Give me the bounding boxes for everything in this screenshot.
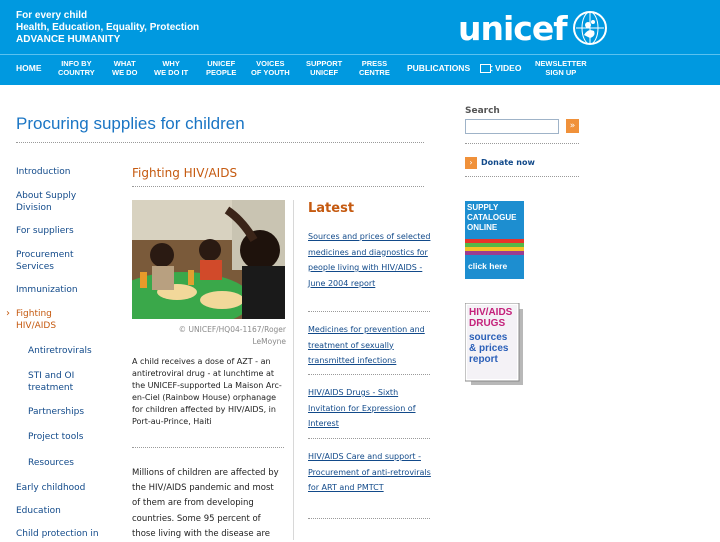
article-title: Fighting HIV/AIDS — [132, 166, 238, 180]
donate-divider — [465, 176, 579, 177]
latest-divider-1 — [308, 311, 430, 312]
report-line-3: sources — [469, 332, 508, 343]
nav-support-unicef[interactable]: SUPPORT UNICEF — [306, 59, 343, 77]
unicef-emblem-icon — [571, 9, 609, 47]
left-nav-fighting-hiv-aids[interactable]: Fighting HIV/AIDS — [16, 309, 57, 331]
photo-illustration — [132, 200, 285, 319]
donate-arrow-icon: › — [465, 157, 477, 169]
column-divider — [293, 200, 294, 540]
nav-home[interactable]: HOME — [16, 63, 42, 73]
search-input[interactable] — [465, 119, 559, 134]
latest-divider-3 — [308, 438, 430, 439]
left-nav-early-childhood[interactable]: Early childhood — [16, 483, 86, 493]
tagline-line-2: Health, Education, Equality, Protection — [16, 22, 200, 33]
nav-info-by-country[interactable]: INFO BY COUNTRY — [58, 59, 95, 77]
latest-link-sources-prices[interactable]: Sources and prices of selected medicines and diagnostics for people living with HIV/AIDS - June 2004 report — [308, 232, 431, 288]
report-line-1: HIV/AIDS — [469, 307, 513, 318]
latest-divider-2 — [308, 374, 430, 375]
paragraph-divider — [132, 447, 284, 448]
nav-video-label: VIDEO — [495, 63, 522, 73]
left-nav-about-supply-division[interactable]: About Supply Division — [16, 191, 77, 213]
latest-divider-4 — [308, 518, 430, 519]
main-nav — [0, 54, 720, 85]
logo-wordmark: unicef — [458, 8, 567, 48]
title-divider — [16, 142, 424, 143]
article-divider — [132, 186, 424, 187]
nav-publications[interactable]: PUBLICATIONS — [407, 63, 471, 73]
latest-link-sixth-invitation[interactable]: HIV/AIDS Drugs - Sixth Invitation for Expression of Interest — [308, 388, 416, 428]
tv-icon — [480, 64, 493, 73]
tagline — [16, 10, 199, 46]
left-nav-resources[interactable]: Resources — [28, 458, 74, 468]
nav-what-we-do[interactable]: WHAT WE DO — [112, 59, 138, 77]
left-nav-sti-oi-treatment[interactable]: STI and OI treatment — [28, 371, 75, 393]
left-nav-for-suppliers[interactable]: For suppliers — [16, 226, 74, 236]
left-nav-project-tools[interactable]: Project tools — [28, 432, 84, 442]
hiv-aids-drugs-report[interactable] — [465, 303, 524, 385]
nav-press-centre[interactable]: PRESS CENTRE — [359, 59, 390, 77]
article-paragraph-2: Millions of children are affected by the HIV/AIDS pandemic and most of them are from developing countries. Some 95 percent of those living with the disease are — [132, 468, 279, 539]
left-nav-partnerships[interactable]: Partnerships — [28, 407, 85, 417]
header-banner — [0, 0, 720, 54]
latest-heading: Latest — [308, 201, 355, 216]
report-line-5: report — [469, 354, 498, 365]
tagline-line-3: ADVANCE HUMANITY — [16, 34, 121, 45]
report-line-4: & prices — [469, 343, 509, 354]
left-nav-education[interactable]: Education — [16, 506, 61, 516]
catalogue-title: SUPPLY CATALOGUE ONLINE — [467, 203, 517, 232]
left-nav-child-protection[interactable]: Child protection in — [16, 529, 99, 539]
article-paragraph-1: A child receives a dose of AZT - an antiretroviral drug - at lunchtime at the UNICEF-supported La Maison Arc-en-Ciel (Rainbow House) orphanage for children affected by HIV/AIDS, in Port-au-Prince, Haiti — [132, 357, 282, 426]
left-nav-immunization[interactable]: Immunization — [16, 285, 78, 295]
supply-catalogue-banner[interactable] — [465, 201, 524, 279]
search-label: Search — [465, 106, 500, 116]
left-nav-procurement-services[interactable]: Procurement Services — [16, 250, 74, 272]
nav-voices-of-youth[interactable]: VOICES OF YOUTH — [251, 59, 290, 77]
page-title: Procuring supplies for children — [16, 114, 245, 133]
tagline-line-1: For every child — [16, 10, 88, 21]
latest-link-care-support[interactable]: HIV/AIDS Care and support - Procurement of anti-retrovirals for ART and PMTCT — [308, 452, 431, 492]
left-nav-introduction[interactable]: Introduction — [16, 167, 71, 177]
report-line-2: DRUGS — [469, 318, 506, 329]
donate-now-link[interactable]: Donate now — [481, 158, 535, 167]
nav-unicef-people[interactable]: UNICEF PEOPLE — [206, 59, 237, 77]
catalogue-click-here: click here — [468, 261, 508, 271]
unicef-logo[interactable] — [458, 8, 609, 48]
photo-caption: © UNICEF/HQ04-1167/Roger LeMoyne — [178, 325, 286, 346]
children-eating-photo — [132, 200, 285, 319]
search-go-button[interactable]: » — [566, 119, 579, 133]
nav-newsletter-sign-up[interactable]: NEWSLETTER SIGN UP — [535, 59, 587, 77]
search-divider — [465, 143, 579, 144]
left-nav-antiretrovirals[interactable]: Antiretrovirals — [28, 346, 92, 356]
nav-why-we-do-it[interactable]: WHY WE DO IT — [154, 59, 189, 77]
latest-link-sti-medicines[interactable]: Medicines for prevention and treatment of sexually transmitted infections — [308, 325, 425, 365]
nav-video[interactable] — [480, 64, 521, 73]
active-arrow-icon: › — [6, 308, 10, 319]
